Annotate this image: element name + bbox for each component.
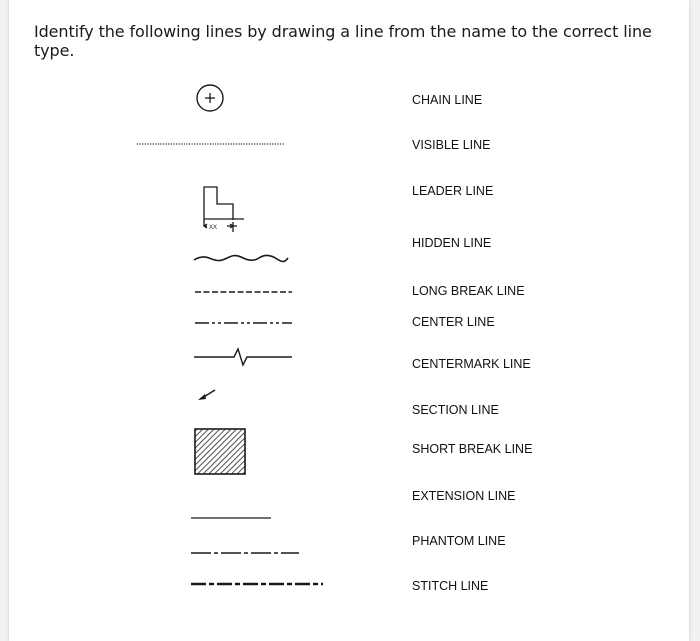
line-name-hidden: HIDDEN LINE [412, 236, 492, 250]
short-break-line-symbol [194, 255, 288, 261]
line-name-short-break: SHORT BREAK LINE [412, 442, 533, 456]
line-name-phantom: PHANTOM LINE [412, 534, 506, 548]
line-name-visible: VISIBLE LINE [412, 138, 491, 152]
line-type-symbols [9, 0, 689, 641]
line-name-centermark: CENTERMARK LINE [412, 357, 531, 371]
line-name-extension: EXTENSION LINE [412, 489, 516, 503]
line-name-section: SECTION LINE [412, 403, 499, 417]
worksheet-card [9, 0, 689, 641]
section-line-symbol [195, 429, 245, 474]
center-mark-symbol [197, 85, 223, 111]
extension-line-symbol [204, 187, 244, 232]
long-break-line-symbol [194, 349, 292, 365]
line-name-chain: CHAIN LINE [412, 93, 483, 107]
line-name-stitch: STITCH LINE [412, 579, 489, 593]
line-name-center: CENTER LINE [412, 315, 495, 329]
extension-dimension-text: XX [209, 225, 218, 231]
leader-line-symbol [198, 390, 215, 400]
line-name-leader: LEADER LINE [412, 184, 494, 198]
question-text: Identify the following lines by drawing a line from the name to the correct line type. [34, 22, 652, 60]
line-name-long-break: LONG BREAK LINE [412, 284, 525, 298]
